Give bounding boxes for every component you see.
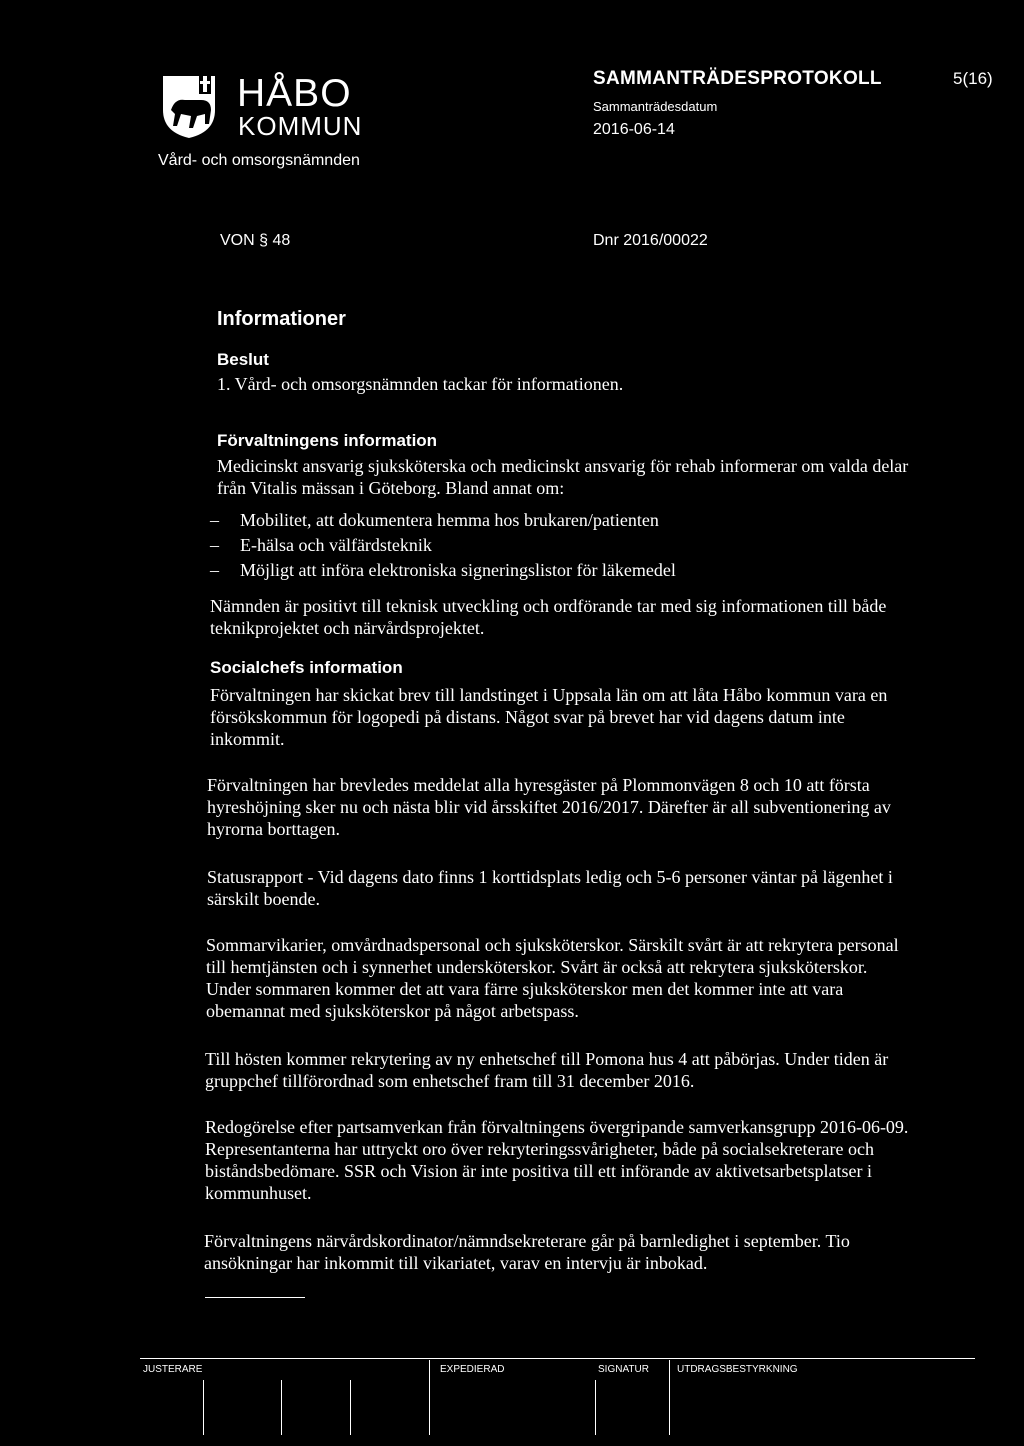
- social-paragraph: Redogörelse efter partsamverkan från förvaltningens övergripande samverkansgrupp 2016-06-09. Representanterna har uttryckt oro över rekryteringssvårigheter, både på socialsekreterare och biståndsbedömare. SSR och Vision är inte positiva till ett införande av aktivetsarbetsplatser i kommunhuset.: [205, 1117, 909, 1203]
- org-subtitle: KOMMUN: [238, 111, 363, 141]
- document-type: SAMMANTRÄDESPROTOKOLL: [593, 68, 882, 89]
- signature-box-divider: [350, 1380, 351, 1435]
- signature-label: SIGNATUR: [598, 1364, 649, 1375]
- list-item-text: E-hälsa och välfärdsteknik: [240, 535, 432, 555]
- end-rule: [205, 1297, 305, 1298]
- signature-box-divider: [669, 1360, 670, 1435]
- bullet-list: [210, 509, 676, 584]
- section-title: Informationer: [217, 308, 346, 330]
- list-item-text: Möjligt att införa elektroniska signeringslistor för läkemedel: [240, 560, 676, 580]
- page-number: 5(16): [953, 69, 993, 88]
- social-chief-info-heading: Socialchefs information: [210, 658, 403, 677]
- social-paragraph: Till hösten kommer rekrytering av ny enhetschef till Pomona hus 4 att påbörjas. Under tiden är gruppchef tillförordnad som enhetschef fram till 31 december 2016.: [205, 1049, 889, 1091]
- signature-box-divider: [203, 1380, 204, 1435]
- date-label: Sammanträdesdatum: [593, 99, 718, 114]
- administration-info-conclusion: Nämnden är positivt till teknisk utveckling och ordförande tar med sig informationen till både teknikprojektet och närvårdsprojektet.: [210, 596, 887, 638]
- decision-item: 1. Vård- och omsorgsnämnden tackar för informationen.: [217, 374, 624, 394]
- date-value: 2016-06-14: [593, 121, 675, 138]
- social-paragraph: Förvaltningen har brevledes meddelat alla hyresgäster på Plommonvägen 8 och 10 att första hyreshöjning sker nu och nästa blir vid årsskiftet 2016/2017. Därefter är all subventionering av hyrorna borttagen.: [207, 775, 891, 839]
- coat-of-arms-icon: [157, 70, 233, 140]
- signature-box-divider: [595, 1380, 596, 1435]
- administration-info-intro: Medicinskt ansvarig sjuksköterska och medicinskt ansvarig för rehab informerar om valda delar från Vitalis mässan i Göteborg. Bland annat om:: [217, 456, 909, 498]
- committee-name: Vård- och omsorgsnämnden: [158, 152, 360, 169]
- decision-heading: Beslut: [217, 350, 269, 369]
- dash-bullet-icon: –: [210, 535, 219, 555]
- dispatched-label: EXPEDIERAD: [440, 1364, 505, 1375]
- footer-rule: [140, 1358, 975, 1359]
- social-paragraph: Förvaltningens närvårdskordinator/nämndsekreterare går på barnledighet i september. Tio ansökningar har inkommit till vikariatet, varav en intervju är inbokad.: [204, 1231, 850, 1273]
- list-item: [210, 509, 676, 534]
- dash-bullet-icon: –: [210, 560, 219, 580]
- list-item: [210, 559, 676, 584]
- list-item-text: Mobilitet, att dokumentera hemma hos brukaren/patienten: [240, 510, 659, 530]
- social-paragraph: Sommarvikarier, omvårdnadspersonal och sjuksköterskor. Särskilt svårt är att rekrytera personal till hemtjänsten och i synnerhet undersköterskor. Svårt är också att rekrytera sjuksköterskor. Under sommaren kommer det att vara färre sjuksköterskor men det kommer inte att vara obemannat med sjuksköterskor på något arbetspass.: [206, 935, 899, 1021]
- list-item: [210, 534, 676, 559]
- signature-box-divider: [281, 1380, 282, 1435]
- adjuster-label: JUSTERARE: [143, 1364, 203, 1375]
- social-paragraph: Statusrapport - Vid dagens dato finns 1 korttidsplats ledig och 5-6 personer väntar på lägenhet i särskilt boende.: [207, 867, 893, 909]
- social-paragraph: Förvaltningen har skickat brev till landstinget i Uppsala län om att låta Håbo kommun vara en försökskommun för logopedi på distans. Något svar på brevet har vid dagens datum inte inkommit.: [210, 685, 888, 749]
- section-reference: VON § 48: [220, 232, 291, 249]
- extract-certification-label: UTDRAGSBESTYRKNING: [677, 1364, 798, 1375]
- diary-number: Dnr 2016/00022: [593, 232, 708, 249]
- administration-info-heading: Förvaltningens information: [217, 431, 438, 450]
- org-name: HÅBO: [237, 72, 352, 115]
- signature-box-divider: [429, 1360, 430, 1435]
- dash-bullet-icon: –: [210, 510, 219, 530]
